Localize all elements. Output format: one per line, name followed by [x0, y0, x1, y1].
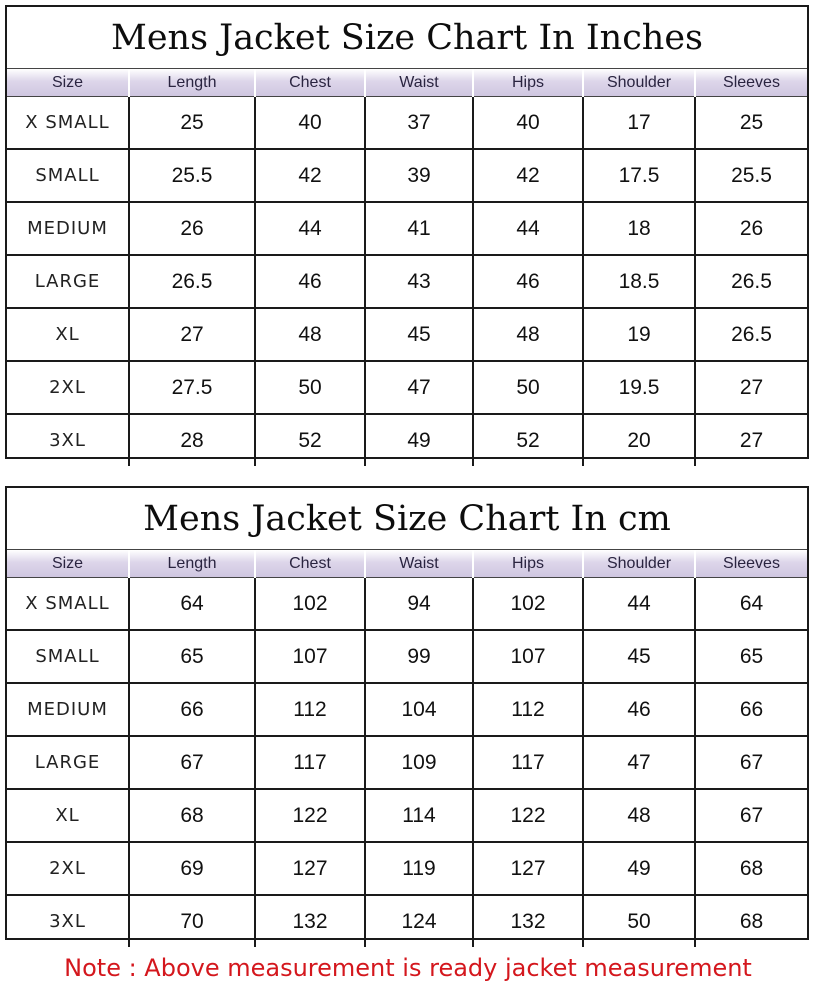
measurement-cell: 27.5 — [129, 361, 255, 414]
measurement-cell: 68 — [695, 895, 807, 947]
measurement-cell: 46 — [473, 255, 583, 308]
measurement-cell: 26.5 — [695, 308, 807, 361]
column-header: Size — [7, 550, 129, 578]
measurement-cell: 45 — [583, 630, 695, 683]
measurement-cell: 48 — [255, 308, 365, 361]
measurement-cell: 26 — [695, 202, 807, 255]
size-chart-cm — [5, 486, 809, 940]
measurement-cell: 26.5 — [695, 255, 807, 308]
column-header: Shoulder — [583, 69, 695, 97]
measurement-cell: 107 — [473, 630, 583, 683]
measurement-cell: 41 — [365, 202, 473, 255]
measurement-cell: 37 — [365, 97, 473, 150]
measurement-cell: 104 — [365, 683, 473, 736]
measurement-cell: 26.5 — [129, 255, 255, 308]
table-row — [7, 683, 807, 736]
size-label-cell: X SMALL — [25, 112, 110, 133]
column-header: Sleeves — [695, 550, 807, 578]
measurement-cell: 117 — [255, 736, 365, 789]
measurement-cell: 50 — [583, 895, 695, 947]
table-row — [7, 736, 807, 789]
size-label-cell: 3XL — [7, 895, 129, 947]
column-header: Hips — [473, 69, 583, 97]
measurement-cell: 47 — [583, 736, 695, 789]
table-row — [7, 97, 807, 150]
measurement-cell: 49 — [583, 842, 695, 895]
measurement-cell: 48 — [583, 789, 695, 842]
size-chart-inches — [5, 5, 809, 459]
measurement-cell: 27 — [695, 361, 807, 414]
measurement-cell: 40 — [255, 97, 365, 150]
measurement-cell: 119 — [365, 842, 473, 895]
measurement-cell: 17.5 — [583, 149, 695, 202]
measurement-cell: 42 — [255, 149, 365, 202]
measurement-cell: 107 — [255, 630, 365, 683]
chart-title: Mens Jacket Size Chart In cm — [7, 488, 807, 550]
column-header: Length — [129, 69, 255, 97]
size-label-cell: SMALL — [7, 630, 129, 683]
measurement-cell: 52 — [473, 414, 583, 466]
measurement-cell: 68 — [129, 789, 255, 842]
measurement-cell: 67 — [129, 736, 255, 789]
measurement-cell: 40 — [473, 97, 583, 150]
measurement-cell: 50 — [473, 361, 583, 414]
measurement-cell: 127 — [255, 842, 365, 895]
size-label-cell: LARGE — [7, 255, 129, 308]
column-header: Waist — [365, 550, 473, 578]
measurement-cell: 44 — [473, 202, 583, 255]
measurement-cell: 25 — [695, 97, 807, 150]
measurement-cell: 102 — [255, 578, 365, 631]
measurement-cell: 114 — [365, 789, 473, 842]
measurement-cell: 28 — [129, 414, 255, 466]
measurement-cell: 64 — [695, 578, 807, 631]
measurement-cell: 94 — [365, 578, 473, 631]
measurement-cell: 109 — [365, 736, 473, 789]
measurement-cell: 122 — [255, 789, 365, 842]
measurement-cell: 122 — [473, 789, 583, 842]
measurement-cell: 46 — [583, 683, 695, 736]
measurement-cell: 17 — [583, 97, 695, 150]
table-row — [7, 789, 807, 842]
measurement-cell: 70 — [129, 895, 255, 947]
measurement-cell: 44 — [255, 202, 365, 255]
table-row — [7, 361, 807, 414]
measurement-cell: 25.5 — [129, 149, 255, 202]
measurement-cell: 42 — [473, 149, 583, 202]
measurement-cell: 68 — [695, 842, 807, 895]
measurement-cell: 27 — [129, 308, 255, 361]
size-label-cell: 3XL — [7, 414, 129, 466]
measurement-cell: 69 — [129, 842, 255, 895]
measurement-cell: 132 — [255, 895, 365, 947]
size-label-cell: SMALL — [7, 149, 129, 202]
measurement-cell: 18 — [583, 202, 695, 255]
size-label-cell: LARGE — [7, 736, 129, 789]
measurement-cell: 25 — [129, 97, 255, 150]
measurement-cell: 45 — [365, 308, 473, 361]
measurement-cell: 52 — [255, 414, 365, 466]
table-row — [7, 255, 807, 308]
size-label-cell: 2XL — [7, 361, 129, 414]
size-label-cell: XL — [7, 308, 129, 361]
measurement-cell: 102 — [473, 578, 583, 631]
measurement-cell: 39 — [365, 149, 473, 202]
measurement-cell: 43 — [365, 255, 473, 308]
table-row — [7, 895, 807, 947]
table-row — [7, 578, 807, 631]
measurement-cell: 49 — [365, 414, 473, 466]
measurement-cell: 65 — [695, 630, 807, 683]
measurement-cell: 20 — [583, 414, 695, 466]
measurement-cell: 65 — [129, 630, 255, 683]
size-label-cell: 2XL — [7, 842, 129, 895]
measurement-cell: 117 — [473, 736, 583, 789]
column-header: Waist — [365, 69, 473, 97]
column-header: Hips — [473, 550, 583, 578]
table-row — [7, 149, 807, 202]
measurement-cell: 67 — [695, 789, 807, 842]
measurement-cell: 18.5 — [583, 255, 695, 308]
measurement-cell: 99 — [365, 630, 473, 683]
measurement-cell: 27 — [695, 414, 807, 466]
size-label-cell: MEDIUM — [7, 202, 129, 255]
measurement-cell: 66 — [695, 683, 807, 736]
measurement-cell: 127 — [473, 842, 583, 895]
measurement-cell: 47 — [365, 361, 473, 414]
measurement-cell: 48 — [473, 308, 583, 361]
size-table — [7, 550, 807, 947]
measurement-cell: 19 — [583, 308, 695, 361]
column-header: Size — [7, 69, 129, 97]
measurement-cell: 26 — [129, 202, 255, 255]
table-row — [7, 308, 807, 361]
measurement-cell: 66 — [129, 683, 255, 736]
column-header: Length — [129, 550, 255, 578]
size-label-cell: X SMALL — [25, 593, 110, 614]
column-header: Sleeves — [695, 69, 807, 97]
measurement-cell: 19.5 — [583, 361, 695, 414]
header-row — [7, 69, 807, 97]
measurement-cell: 124 — [365, 895, 473, 947]
column-header: Chest — [255, 550, 365, 578]
table-row — [7, 630, 807, 683]
measurement-note: Note : Above measurement is ready jacket measurement — [64, 954, 752, 982]
measurement-cell: 132 — [473, 895, 583, 947]
size-label-cell: MEDIUM — [7, 683, 129, 736]
size-label-cell: XL — [7, 789, 129, 842]
size-table — [7, 69, 807, 466]
measurement-cell: 112 — [255, 683, 365, 736]
measurement-cell: 67 — [695, 736, 807, 789]
measurement-cell: 44 — [583, 578, 695, 631]
table-row — [7, 842, 807, 895]
column-header: Shoulder — [583, 550, 695, 578]
measurement-cell: 25.5 — [695, 149, 807, 202]
header-row — [7, 550, 807, 578]
measurement-cell: 64 — [129, 578, 255, 631]
table-row — [7, 202, 807, 255]
table-row — [7, 414, 807, 466]
measurement-cell: 112 — [473, 683, 583, 736]
measurement-cell: 46 — [255, 255, 365, 308]
measurement-cell: 50 — [255, 361, 365, 414]
column-header: Chest — [255, 69, 365, 97]
chart-title: Mens Jacket Size Chart In Inches — [7, 7, 807, 69]
